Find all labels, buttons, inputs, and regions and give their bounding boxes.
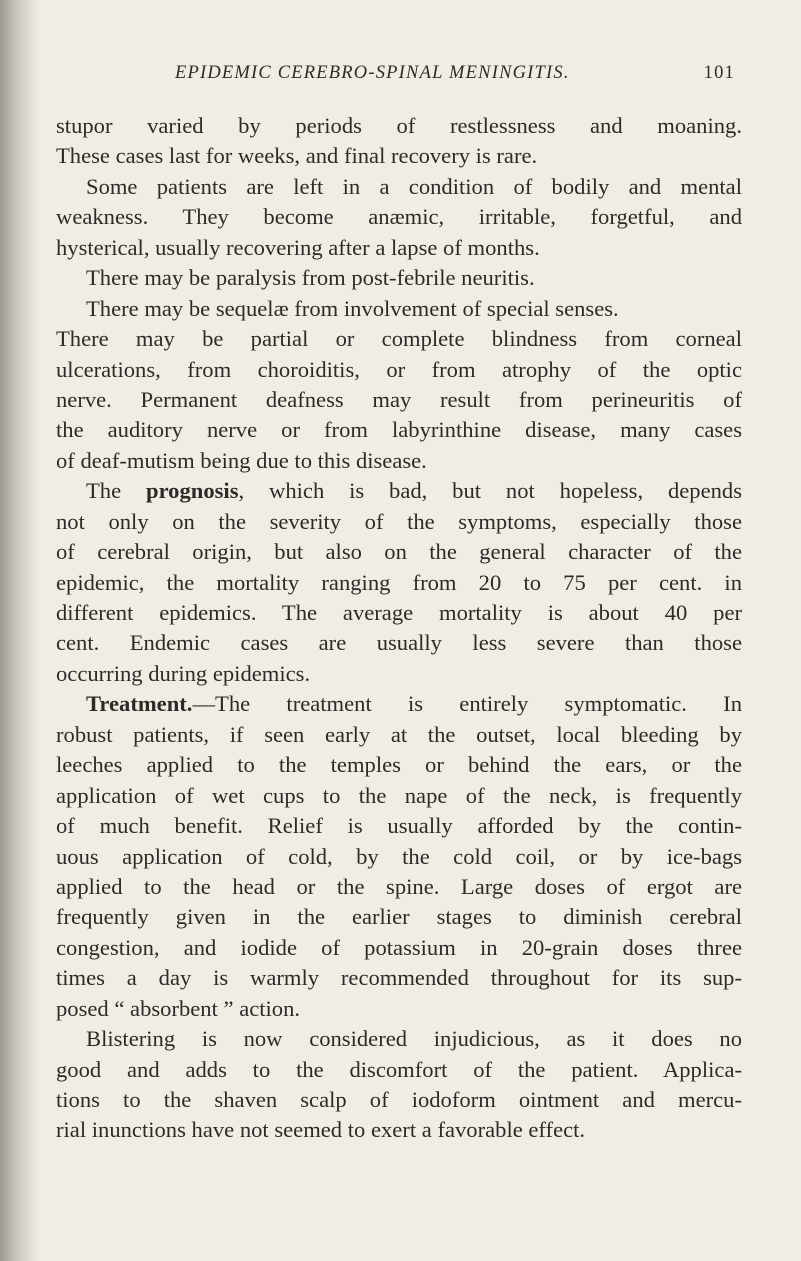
text-line: good and adds to the discomfort of the patient. Applica- bbox=[56, 1056, 742, 1082]
bold-term: prognosis bbox=[146, 478, 239, 504]
text-line: ulcerations, from choroiditis, or from atrophy of the optic bbox=[56, 356, 742, 382]
text-line: times a day is warmly recommended throughout for its sup- bbox=[56, 965, 742, 991]
text-line: of much benefit. Relief is usually afforded by the contin- bbox=[56, 813, 742, 839]
text-line: occurring during epidemics. bbox=[56, 660, 311, 686]
text-line: different epidemics. The average mortality is about 40 per bbox=[56, 600, 742, 625]
text-line: robust patients, if seen early at the outset, local bleeding by bbox=[56, 721, 742, 747]
bold-term: Treatment. bbox=[86, 691, 193, 717]
text-line: hysterical, usually recovering after a lapse of months. bbox=[56, 234, 540, 260]
text-line: cent. Endemic cases are usually less severe than those bbox=[56, 630, 742, 656]
text-line: epidemic, the mortality ranging from 20 to 75 per cent. in bbox=[56, 569, 742, 595]
text-line: weakness. They become anæmic, irritable, forgetful, and bbox=[56, 204, 742, 230]
running-title: EPIDEMIC CEREBRO-SPINAL MENINGITIS. bbox=[175, 63, 570, 83]
text-line: tions to the shaven scalp of iodoform ointment and mercu- bbox=[56, 1087, 742, 1112]
text-line: nerve. Permanent deafness may result from perineuritis of bbox=[56, 386, 742, 412]
text-line: uous application of cold, by the cold coil, or by ice-bags bbox=[56, 843, 742, 869]
text-line bbox=[56, 476, 742, 506]
running-header bbox=[175, 63, 735, 93]
text-line: of deaf-mutism being due to this disease. bbox=[56, 447, 427, 473]
text-line: rial inunctions have not seemed to exert a favorable effect. bbox=[56, 1117, 586, 1143]
text-line: stupor varied by periods of restlessness and moaning. bbox=[56, 113, 742, 138]
page-gutter-shadow bbox=[0, 0, 40, 1261]
text-line: application of wet cups to the nape of the neck, is frequently bbox=[56, 782, 742, 808]
text-line: of cerebral origin, but also on the general character of the bbox=[56, 539, 742, 565]
text-line: There may be paralysis from post-febrile neuritis. bbox=[86, 265, 535, 291]
text-line: Some patients are left in a condition of bodily and mental bbox=[86, 173, 742, 199]
text-line: There may be sequelæ from involvement of special senses. bbox=[86, 295, 619, 321]
text-line: frequently given in the earlier stages to diminish cerebral bbox=[56, 904, 742, 930]
text-line: the auditory nerve or from labyrinthine disease, many cases bbox=[56, 417, 742, 443]
text-line: congestion, and iodide of potassium in 20-grain doses three bbox=[56, 934, 742, 960]
text-line: There may be partial or complete blindness from corneal bbox=[56, 326, 742, 352]
line-lead-text: The bbox=[86, 478, 146, 504]
text-line: Blistering is now considered injudicious, as it does no bbox=[86, 1026, 742, 1052]
line-rest-text: —The treatment is entirely symptomatic. In bbox=[192, 691, 742, 717]
text-line bbox=[56, 689, 742, 719]
text-line: not only on the severity of the symptoms, especially those bbox=[56, 508, 742, 534]
page-body bbox=[56, 111, 742, 1146]
text-line: applied to the head or the spine. Large doses of ergot are bbox=[56, 873, 742, 899]
page-number: 101 bbox=[703, 63, 735, 83]
text-line: leeches applied to the temples or behind the ears, or the bbox=[56, 752, 742, 778]
text-line: posed “ absorbent ” action. bbox=[56, 995, 301, 1021]
text-line: These cases last for weeks, and final recovery is rare. bbox=[56, 143, 538, 169]
line-rest-text: , which is bad, but not hopeless, depends bbox=[238, 478, 742, 504]
